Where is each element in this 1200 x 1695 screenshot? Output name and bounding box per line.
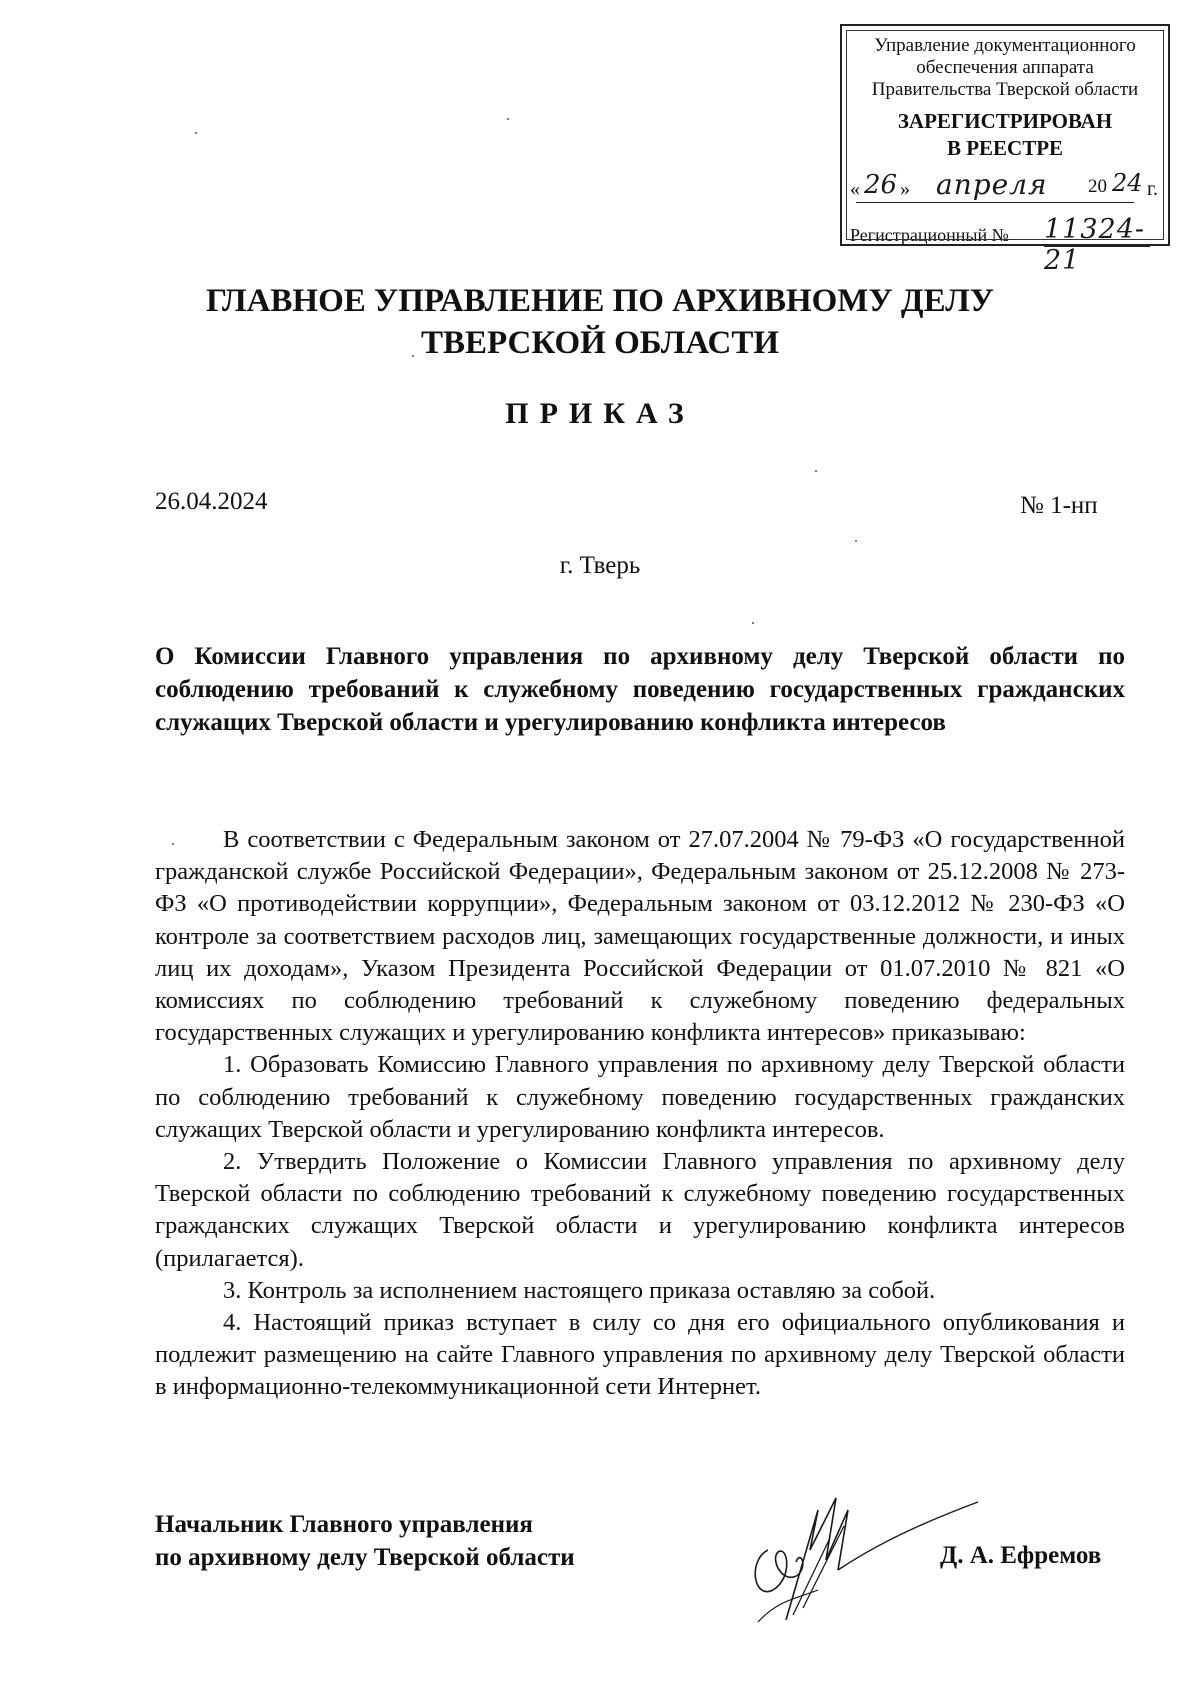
stamp-date xyxy=(850,168,1158,204)
document-number: № 1-нп xyxy=(1020,492,1098,519)
stamp-org-line: обеспечения аппарата xyxy=(916,57,1094,78)
registration-stamp xyxy=(840,24,1170,276)
signatory-title-line: Начальник Главного управления xyxy=(155,1511,533,1538)
organization-title xyxy=(0,280,1200,364)
signatory-name: Д. А. Ефремов xyxy=(940,1542,1102,1569)
stamp-reg-number xyxy=(850,214,1154,276)
stamp-year-suffix: г. xyxy=(1147,178,1158,200)
body-item: 4. Настоящий приказ вступает в силу со дня его официального опубликования и подлежит размещению на сайте Главного управления по архивному делу Тверской области в информационно-телекоммуникационной сети Интернет. xyxy=(155,1309,1125,1401)
document-subject: О Комиссии Главного управления по архивному делу Тверской области по соблюдению требований к служебному поведению государственных гражданских служащих Тверской области и урегулированию конфликта интересов xyxy=(155,643,1125,736)
body-item: 1. Образовать Комиссию Главного управления по архивному делу Тверской области по соблюдению требований к служебному поведению государственных гражданских служащих Тверской области и урегулированию конфликта интересов. xyxy=(155,1051,1125,1143)
stamp-quote-open: « xyxy=(850,178,860,200)
stamp-registered-line: В РЕЕСТРЕ xyxy=(946,136,1064,160)
stamp-org-line: Управление документационного xyxy=(874,35,1136,56)
organization-title-line: ТВЕРСКОЙ ОБЛАСТИ xyxy=(420,325,780,361)
scan-speck xyxy=(195,132,197,134)
stamp-month: апреля xyxy=(936,168,1048,201)
stamp-org-line: Правительства Тверской области xyxy=(871,79,1139,100)
document-type: ПРИКАЗ xyxy=(505,397,695,430)
signatory-title-line: по архивному делу Тверской области xyxy=(155,1544,575,1571)
organization-title-line: ГЛАВНОЕ УПРАВЛЕНИЕ ПО АРХИВНОМУ ДЕЛУ xyxy=(205,283,995,319)
stamp-registered xyxy=(850,108,1160,162)
scan-speck xyxy=(815,470,817,472)
scan-speck xyxy=(172,843,174,845)
scan-speck xyxy=(507,118,509,120)
body-item: 3. Контроль за исполнением настоящего приказа оставляю за собой. xyxy=(223,1276,936,1304)
stamp-reg-underline xyxy=(1044,246,1150,247)
body-item: 2. Утвердить Положение о Комиссии Главного управления по архивному делу Тверской области по соблюдению требований к служебному поведению государственных гражданских служащих Тверской области и урегулированию конфликта интересов (прилагается). xyxy=(155,1148,1125,1272)
scan-speck xyxy=(855,540,857,542)
stamp-reg-label: Регистрационный № xyxy=(850,225,1009,245)
stamp-date-underline xyxy=(856,202,1134,203)
stamp-day: 26 xyxy=(864,170,898,200)
body-preamble: В соответствии с Федеральным законом от 27.07.2004 № 79-ФЗ «О государственной гражданской службе Российской Федерации», Федеральным законом от 25.12.2008 № 273-ФЗ «О противодействии коррупции», Федеральным законом от 03.12.2012 № 230-ФЗ «О контроле за соответствием расходов лиц, замещающих государственные должности, и иных лиц их доходам», Указом Президента Российской Федерации от 01.07.2010 № 821 «О комиссиях по соблюдению требований к служебному поведению федеральных государственных служащих и урегулированию конфликта интересов» приказываю: xyxy=(155,826,1125,1047)
stamp-year-printed: 20 xyxy=(1088,176,1107,197)
document-date: 26.04.2024 xyxy=(155,488,268,515)
stamp-organization xyxy=(850,35,1160,101)
document-body xyxy=(155,824,1125,1404)
document-city: г. Тверь xyxy=(559,552,641,579)
stamp-year-handwritten: 24 xyxy=(1112,169,1143,197)
stamp-reg-value: 11324-21 xyxy=(1044,214,1146,276)
scan-speck xyxy=(752,622,754,624)
signatory-title xyxy=(155,1508,575,1574)
scan-speck xyxy=(412,355,414,357)
stamp-registered-line: ЗАРЕГИСТРИРОВАН xyxy=(897,109,1113,133)
stamp-quote-close: » xyxy=(900,178,910,200)
